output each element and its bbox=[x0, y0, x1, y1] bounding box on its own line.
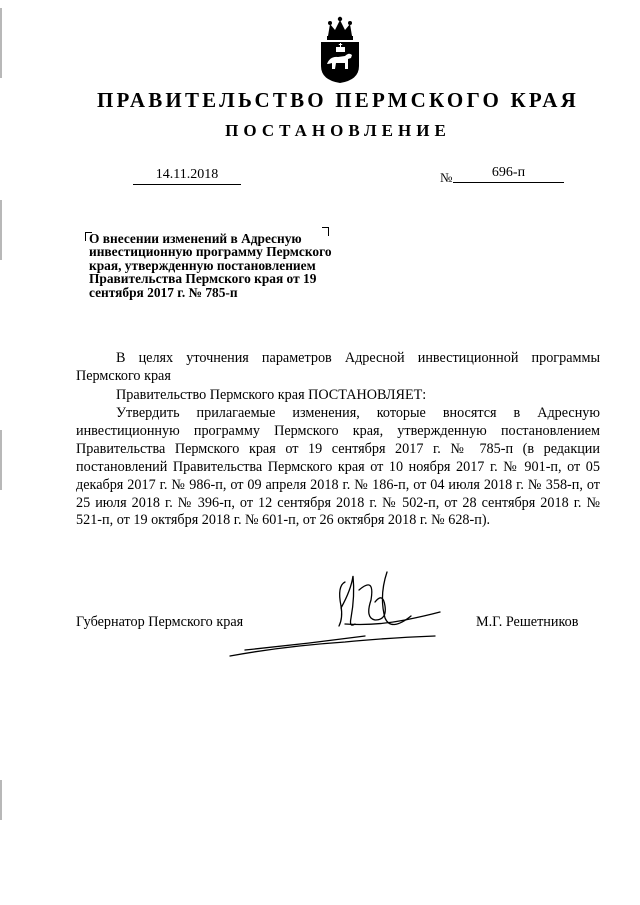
document-number: 696-п bbox=[453, 165, 564, 183]
document-date: 14.11.2018 bbox=[133, 167, 241, 185]
signatory-name: М.Г. Решетников bbox=[476, 614, 579, 630]
scan-edge-mark bbox=[0, 430, 2, 490]
handwritten-signature bbox=[225, 566, 445, 662]
body-paragraph: Правительство Пермского края ПОСТАНОВЛЯЕТ: bbox=[116, 387, 427, 403]
scan-edge-mark bbox=[0, 200, 2, 260]
scan-edge-mark bbox=[0, 780, 2, 820]
document-subject: О внесении изменений в Адресную инвестиционную программу Пермского края, утвержденную постановлением Правительства Пермского края от 19 сентября 2017 г. № 785-п bbox=[89, 231, 332, 300]
coat-of-arms-icon bbox=[318, 14, 362, 84]
body-paragraph: Утвердить прилагаемые изменения, которые вносятся в Адресную инвестиционную программу Пермского края, утвержденную постановлением Правительства Пермского края от 19 сентября 2017 г. № 785-п (в редакции постановлений Правительства Пермского края от 10 ноября 2017 г. № 901-п, от 05 декабря 2017 г. № 986-п, от 09 апреля 2018 г. № 186-п, от 04 июля 2018 г. № 358-п, от 25 июля 2018 г. № 396-п, от 12 сентября 2018 г. № 502-п, от 28 сентября 2018 г. № 521-п, от 19 октября 2018 г. № 601-п, от 26 октября 2018 г. № 628-п). bbox=[76, 405, 600, 529]
government-title: ПРАВИТЕЛЬСТВО ПЕРМСКОГО КРАЯ bbox=[96, 88, 579, 112]
scan-edge-mark bbox=[0, 8, 2, 78]
number-label: № bbox=[440, 170, 453, 185]
body-paragraph: В целях уточнения параметров Адресной инвестиционной программы Пермского края bbox=[76, 350, 600, 384]
document-type: ПОСТАНОВЛЕНИЕ bbox=[225, 121, 451, 140]
signatory-position: Губернатор Пермского края bbox=[76, 614, 244, 630]
